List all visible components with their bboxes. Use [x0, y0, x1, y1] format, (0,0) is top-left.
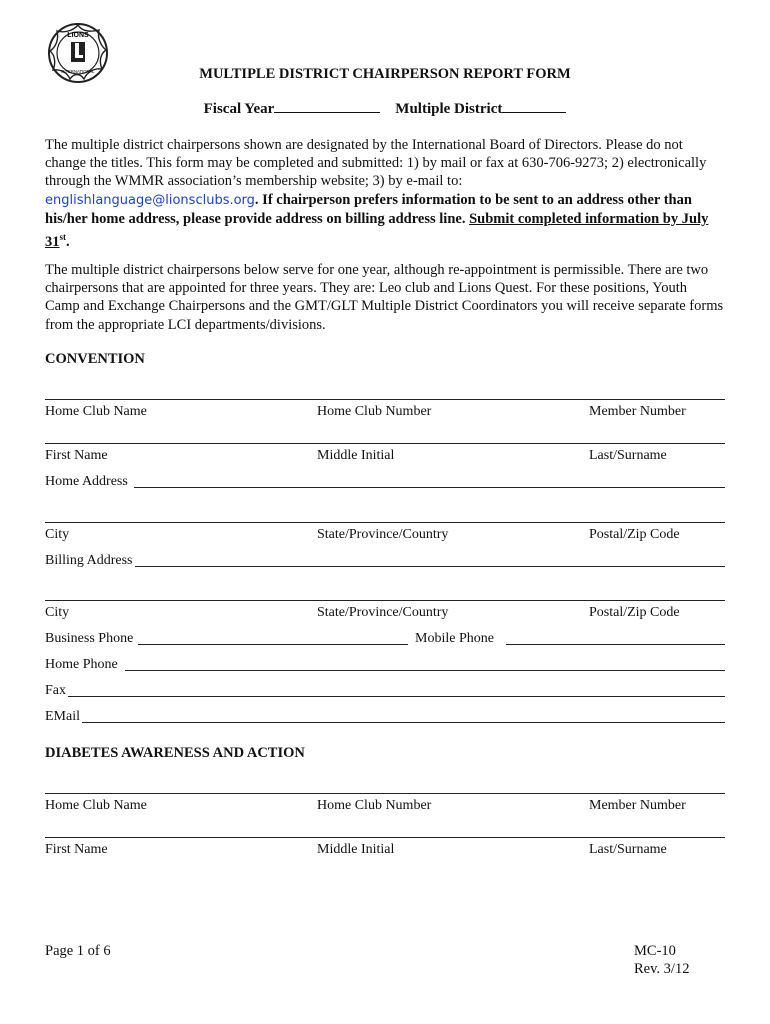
billing-postal-zip-label: Postal/Zip Code	[589, 605, 680, 620]
billing-state-province-country-label: State/Province/Country	[317, 605, 449, 620]
mobile-phone-label: Mobile Phone	[415, 631, 494, 646]
city-state-zip-field[interactable]	[45, 522, 725, 523]
deadline-end: .	[66, 233, 70, 250]
fiscal-year-row	[0, 100, 770, 118]
home-phone-field[interactable]	[125, 670, 725, 671]
s2-middle-initial-label: Middle Initial	[317, 842, 395, 857]
fax-field[interactable]	[68, 696, 725, 697]
intro-paragraph	[45, 136, 725, 251]
last-surname-label: Last/Surname	[589, 448, 667, 463]
billing-city-label: City	[45, 605, 70, 620]
page-number: Page 1 of 6	[45, 943, 111, 959]
deadline-sup: st	[59, 232, 66, 243]
page-title: MULTIPLE DISTRICT CHAIRPERSON REPORT FORM	[199, 66, 571, 82]
home-phone-label: Home Phone	[45, 657, 118, 672]
s2-home-club-name-field[interactable]	[45, 793, 725, 794]
s2-home-club-name-label: Home Club Name	[45, 798, 147, 813]
state-province-country-label: State/Province/Country	[317, 527, 449, 542]
logo-ring-text: INTERNATIONAL	[61, 69, 95, 74]
s2-home-club-number-label: Home Club Number	[317, 798, 432, 813]
first-name-label: First Name	[45, 448, 108, 463]
multiple-district-label: Multiple District	[395, 101, 503, 117]
home-club-number-label: Home Club Number	[317, 404, 432, 419]
home-club-name-label: Home Club Name	[45, 404, 147, 419]
form-revision: Rev. 3/12	[634, 961, 690, 977]
email-link[interactable]: englishlanguage@lionsclubs.org	[45, 192, 255, 208]
home-address-field[interactable]	[134, 487, 725, 488]
member-number-label: Member Number	[589, 404, 686, 419]
business-phone-label: Business Phone	[45, 631, 134, 646]
s2-member-number-label: Member Number	[589, 798, 686, 813]
business-phone-field[interactable]	[138, 644, 408, 645]
section-heading-diabetes: DIABETES AWARENESS AND ACTION	[45, 745, 305, 761]
fax-label: Fax	[45, 683, 66, 698]
billing-address-label: Billing Address	[45, 553, 133, 568]
email-field[interactable]	[82, 722, 725, 723]
fiscal-year-label: Fiscal Year	[203, 101, 275, 117]
s2-last-surname-label: Last/Surname	[589, 842, 667, 857]
multiple-district-field[interactable]	[502, 100, 566, 113]
name-field[interactable]	[45, 443, 725, 444]
intro-text: The multiple district chairpersons shown are designated by the International Board of Directors. Please do not change the titles. This form may be completed and submitted: 1) by mail or fax at 630-706-9273; 2) electronically through the WMMR association’s membership website; 3) by e-mail to:	[45, 137, 707, 190]
deadline-text: Submit completed information by July 31	[45, 210, 709, 250]
s2-name-field[interactable]	[45, 837, 725, 838]
postal-zip-label: Postal/Zip Code	[589, 527, 680, 542]
intro-bold-text: . If chairperson prefers information to be sent to an address other than his/her home address, please provide address on billing address line.	[45, 191, 692, 227]
mobile-phone-field[interactable]	[506, 644, 725, 645]
billing-address-field[interactable]	[135, 566, 725, 567]
fiscal-year-field[interactable]	[274, 100, 380, 113]
home-address-label: Home Address	[45, 474, 128, 489]
home-club-name-field[interactable]	[45, 399, 725, 400]
middle-initial-label: Middle Initial	[317, 448, 395, 463]
s2-first-name-label: First Name	[45, 842, 108, 857]
terms-paragraph: The multiple district chairpersons below serve for one year, although re-appointment is permissible. There are two chairpersons that are appointed for three years. They are: Leo club and Lions Quest. For these positions, Youth Camp and Exchange Chairpersons and the GMT/GLT Multiple District Coordinators you will receive separate forms from the appropriate LCI departments/divisions.	[45, 262, 724, 333]
email-label: EMail	[45, 709, 80, 724]
logo-wordmark: LIONS	[67, 32, 89, 39]
section-heading-convention: CONVENTION	[45, 351, 145, 367]
city-label: City	[45, 527, 70, 542]
form-code: MC-10	[634, 943, 676, 959]
billing-city-state-zip-field[interactable]	[45, 600, 725, 601]
